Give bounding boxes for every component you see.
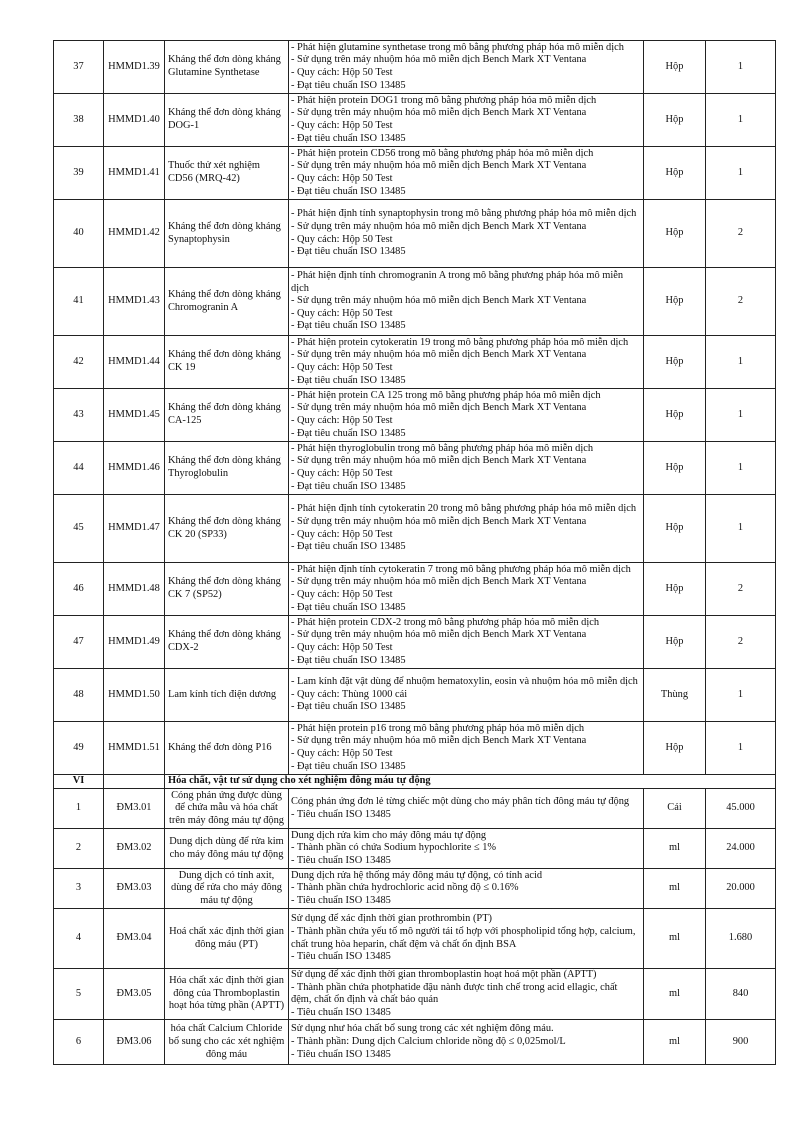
table-row <box>54 336 776 389</box>
item-unit: Hộp <box>644 147 706 200</box>
row-number: 37 <box>54 41 104 94</box>
row-number: 4 <box>54 909 104 969</box>
row-number: 42 <box>54 336 104 389</box>
row-number: 5 <box>54 969 104 1020</box>
item-name: Lam kính tích điện dương <box>165 669 289 722</box>
item-code: ĐM3.06 <box>104 1020 165 1065</box>
table-row <box>54 789 776 829</box>
table-row <box>54 41 776 94</box>
table-row <box>54 669 776 722</box>
row-number: 47 <box>54 616 104 669</box>
row-number: 2 <box>54 829 104 869</box>
item-quantity: 1 <box>706 722 776 775</box>
item-quantity: 2 <box>706 200 776 268</box>
item-quantity: 1 <box>706 94 776 147</box>
table-row <box>54 722 776 775</box>
item-specification: - Phát hiện định tính cytokeratin 20 trong mô bằng phương pháp hóa mô miễn dịch - Sử dụng trên máy nhuộm hóa mô miễn dịch Bench Mark XT Ventana - Quy cách: Hộp 50 Test - Đạt tiêu chuẩn ISO 13485 <box>289 495 644 563</box>
item-specification: - Phát hiện protein DOG1 trong mô bằng phương pháp hóa mô miễn dịch - Sử dụng trên máy nhuộm hóa mô miễn dịch Bench Mark XT Ventana - Quy cách: Hộp 50 Test - Đạt tiêu chuẩn ISO 13485 <box>289 94 644 147</box>
item-unit: Thùng <box>644 669 706 722</box>
table-body-part2 <box>54 789 776 1065</box>
item-code: HMMD1.46 <box>104 442 165 495</box>
item-unit: ml <box>644 869 706 909</box>
row-number: 1 <box>54 789 104 829</box>
item-specification: - Phát hiện protein p16 trong mô bằng phương pháp hóa mô miễn dịch - Sử dụng trên máy nhuộm hóa mô miễn dịch Bench Mark XT Ventana - Quy cách: Hộp 50 Test - Đạt tiêu chuẩn ISO 13485 <box>289 722 644 775</box>
item-specification: Sử dụng để xác định thời gian thromboplastin hoạt hoá một phần (APTT) - Thành phần chứa photphatide đậu nành được tinh chế trong acid ellagic, chất đệm, chất ổn định và chất bảo quản - Tiêu chuẩn ISO 13485 <box>289 969 644 1020</box>
item-specification: - Phát hiện định tính synaptophysin trong mô bằng phương pháp hóa mô miễn dịch - Sử dụng trên máy nhuộm hóa mô miễn dịch Bench Mark XT Ventana - Quy cách: Hộp 50 Test - Đạt tiêu chuẩn ISO 13485 <box>289 200 644 268</box>
item-specification: - Phát hiện định tính chromogranin A trong mô bằng phương pháp hóa mô miễn dịch - Sử dụng trên máy nhuộm hóa mô miễn dịch Bench Mark XT Ventana - Quy cách: Hộp 50 Test - Đạt tiêu chuẩn ISO 13485 <box>289 268 644 336</box>
item-code: HMMD1.40 <box>104 94 165 147</box>
row-number: 41 <box>54 268 104 336</box>
item-specification: Dung dịch rửa hệ thống máy đông máu tự động, có tính acid - Thành phần chứa hydrochloric acid nồng độ ≤ 0.16% - Tiêu chuẩn ISO 13485 <box>289 869 644 909</box>
item-unit: ml <box>644 829 706 869</box>
row-number: 46 <box>54 563 104 616</box>
item-code: HMMD1.39 <box>104 41 165 94</box>
row-number: 48 <box>54 669 104 722</box>
document-page <box>53 40 775 1065</box>
item-specification: Sử dụng để xác định thời gian prothrombin (PT) - Thành phần chứa yếu tố mô người tái tổ hợp với phospholipid tổng hợp, calcium, chất trung hòa heparin, chất đệm và chất ổn định BSA - Tiêu chuẩn ISO 13485 <box>289 909 644 969</box>
table-row <box>54 1020 776 1065</box>
item-name: Kháng thể đơn dòng kháng CK 20 (SP33) <box>165 495 289 563</box>
table-row <box>54 94 776 147</box>
table-row <box>54 869 776 909</box>
row-number: 45 <box>54 495 104 563</box>
item-code: HMMD1.47 <box>104 495 165 563</box>
item-quantity: 1 <box>706 669 776 722</box>
item-name: Kháng thể đơn dòng kháng CK 7 (SP52) <box>165 563 289 616</box>
item-name: Hóa chất xác định thời gian đông của Thromboplastin hoạt hóa từng phần (APTT) <box>165 969 289 1020</box>
item-unit: Hộp <box>644 389 706 442</box>
item-specification: - Phát hiện protein CA 125 trong mô bằng phương pháp hóa mô miễn dịch - Sử dụng trên máy nhuộm hóa mô miễn dịch Bench Mark XT Ventana - Quy cách: Hộp 50 Test - Đạt tiêu chuẩn ISO 13485 <box>289 389 644 442</box>
section-title: Hóa chất, vật tư sử dụng cho xét nghiệm đông máu tự động <box>165 775 776 789</box>
row-number: 38 <box>54 94 104 147</box>
item-code: HMMD1.41 <box>104 147 165 200</box>
item-quantity: 900 <box>706 1020 776 1065</box>
row-number: 44 <box>54 442 104 495</box>
row-number: 39 <box>54 147 104 200</box>
table-row <box>54 442 776 495</box>
table-row <box>54 389 776 442</box>
item-name: Kháng thể đơn dòng kháng Thyroglobulin <box>165 442 289 495</box>
item-name: Kháng thể đơn dòng kháng Chromogranin A <box>165 268 289 336</box>
item-name: Kháng thể đơn dòng kháng CA-125 <box>165 389 289 442</box>
item-quantity: 1 <box>706 389 776 442</box>
item-quantity: 2 <box>706 616 776 669</box>
table-row <box>54 909 776 969</box>
item-name: Hoá chất xác định thời gian đông máu (PT) <box>165 909 289 969</box>
item-unit: ml <box>644 969 706 1020</box>
item-code: HMMD1.45 <box>104 389 165 442</box>
items-table <box>53 40 776 1065</box>
item-unit: Hộp <box>644 336 706 389</box>
item-specification: - Phát hiện thyroglobulin trong mô bằng phương pháp hóa mô miễn dịch - Sử dụng trên máy nhuộm hóa mô miễn dịch Bench Mark XT Ventana - Quy cách: Hộp 50 Test - Đạt tiêu chuẩn ISO 13485 <box>289 442 644 495</box>
row-number: 43 <box>54 389 104 442</box>
item-code: HMMD1.43 <box>104 268 165 336</box>
item-code: HMMD1.42 <box>104 200 165 268</box>
table-row <box>54 495 776 563</box>
section-row <box>54 775 776 789</box>
item-name: Dung dịch dùng để rửa kim cho máy đông máu tự động <box>165 829 289 869</box>
item-name: Thuốc thử xét nghiệm CD56 (MRQ-42) <box>165 147 289 200</box>
item-code: HMMD1.49 <box>104 616 165 669</box>
item-unit: Hộp <box>644 94 706 147</box>
table-row <box>54 147 776 200</box>
item-quantity: 20.000 <box>706 869 776 909</box>
item-quantity: 2 <box>706 268 776 336</box>
section-number: VI <box>54 775 104 789</box>
item-specification: - Phát hiện protein cytokeratin 19 trong mô bằng phương pháp hóa mô miễn dịch - Sử dụng trên máy nhuộm hóa mô miễn dịch Bench Mark XT Ventana - Quy cách: Hộp 50 Test - Đạt tiêu chuẩn ISO 13485 <box>289 336 644 389</box>
item-unit: Hộp <box>644 268 706 336</box>
item-quantity: 45.000 <box>706 789 776 829</box>
item-unit: ml <box>644 909 706 969</box>
row-number: 49 <box>54 722 104 775</box>
item-unit: Hộp <box>644 495 706 563</box>
row-number: 3 <box>54 869 104 909</box>
item-quantity: 1 <box>706 495 776 563</box>
item-quantity: 840 <box>706 969 776 1020</box>
table-row <box>54 268 776 336</box>
item-code: ĐM3.04 <box>104 909 165 969</box>
item-specification: Cóng phản ứng đơn lẻ từng chiếc một dùng cho máy phân tích đông máu tự động - Tiêu chuẩn ISO 13485 <box>289 789 644 829</box>
item-specification: Sử dụng như hóa chất bổ sung trong các xét nghiệm đông máu. - Thành phần: Dung dịch Calcium chloride nồng độ ≤ 0,025mol/L - Tiêu chuẩn ISO 13485 <box>289 1020 644 1065</box>
item-unit: Hộp <box>644 722 706 775</box>
item-name: Kháng thể đơn dòng P16 <box>165 722 289 775</box>
table-row <box>54 616 776 669</box>
item-quantity: 1 <box>706 336 776 389</box>
row-number: 6 <box>54 1020 104 1065</box>
item-quantity: 2 <box>706 563 776 616</box>
item-specification: - Phát hiện định tính cytokeratin 7 trong mô bằng phương pháp hóa mô miễn dịch - Sử dụng trên máy nhuộm hóa mô miễn dịch Bench Mark XT Ventana - Quy cách: Hộp 50 Test - Đạt tiêu chuẩn ISO 13485 <box>289 563 644 616</box>
item-specification: - Phát hiện protein CDX-2 trong mô bằng phương pháp hóa mô miễn dịch - Sử dụng trên máy nhuộm hóa mô miễn dịch Bench Mark XT Ventana - Quy cách: Hộp 50 Test - Đạt tiêu chuẩn ISO 13485 <box>289 616 644 669</box>
table-body-part1 <box>54 41 776 775</box>
item-unit: Cái <box>644 789 706 829</box>
item-code: ĐM3.01 <box>104 789 165 829</box>
item-unit: Hộp <box>644 616 706 669</box>
item-code: HMMD1.48 <box>104 563 165 616</box>
row-number: 40 <box>54 200 104 268</box>
item-code: HMMD1.50 <box>104 669 165 722</box>
item-specification: - Lam kính đặt vật dùng để nhuộm hematoxylin, eosin và nhuộm hóa mô miễn dịch - Quy cách: Thùng 1000 cái - Đạt tiêu chuẩn ISO 13485 <box>289 669 644 722</box>
item-code: HMMD1.44 <box>104 336 165 389</box>
item-unit: Hộp <box>644 442 706 495</box>
item-quantity: 1 <box>706 41 776 94</box>
item-unit: ml <box>644 1020 706 1065</box>
item-code: ĐM3.05 <box>104 969 165 1020</box>
item-name: Kháng thể đơn dòng kháng Glutamine Synthetase <box>165 41 289 94</box>
item-name: Kháng thể đơn dòng kháng CDX-2 <box>165 616 289 669</box>
item-specification: Dung dịch rửa kim cho máy đông máu tự động - Thành phần có chứa Sodium hypochlorite ≤ 1% - Tiêu chuẩn ISO 13485 <box>289 829 644 869</box>
item-quantity: 24.000 <box>706 829 776 869</box>
item-unit: Hộp <box>644 41 706 94</box>
item-unit: Hộp <box>644 563 706 616</box>
item-quantity: 1 <box>706 442 776 495</box>
table-row <box>54 829 776 869</box>
item-name: Dung dịch có tính axit, dùng để rửa cho máy đông máu tự động <box>165 869 289 909</box>
table-row <box>54 563 776 616</box>
item-specification: - Phát hiện glutamine synthetase trong mô bằng phương pháp hóa mô miễn dịch - Sử dụng trên máy nhuộm hóa mô miễn dịch Bench Mark XT Ventana - Quy cách: Hộp 50 Test - Đạt tiêu chuẩn ISO 13485 <box>289 41 644 94</box>
item-code: ĐM3.02 <box>104 829 165 869</box>
table-row <box>54 969 776 1020</box>
table-section <box>54 775 776 789</box>
item-quantity: 1 <box>706 147 776 200</box>
item-specification: - Phát hiện protein CD56 trong mô bằng phương pháp hóa mô miễn dịch - Sử dụng trên máy nhuộm hóa mô miễn dịch Bench Mark XT Ventana - Quy cách: Hộp 50 Test - Đạt tiêu chuẩn ISO 13485 <box>289 147 644 200</box>
item-name: Kháng thể đơn dòng kháng Synaptophysin <box>165 200 289 268</box>
item-quantity: 1.680 <box>706 909 776 969</box>
item-unit: Hộp <box>644 200 706 268</box>
item-code: ĐM3.03 <box>104 869 165 909</box>
table-row <box>54 200 776 268</box>
item-name: Kháng thể đơn dòng kháng DOG-1 <box>165 94 289 147</box>
item-name: hóa chất Calcium Chloride bổ sung cho các xét nghiệm đông máu <box>165 1020 289 1065</box>
item-name: Kháng thể đơn dòng kháng CK 19 <box>165 336 289 389</box>
item-code: HMMD1.51 <box>104 722 165 775</box>
item-name: Cóng phản ứng được dùng để chứa mẫu và hóa chất trên máy đông máu tự động <box>165 789 289 829</box>
